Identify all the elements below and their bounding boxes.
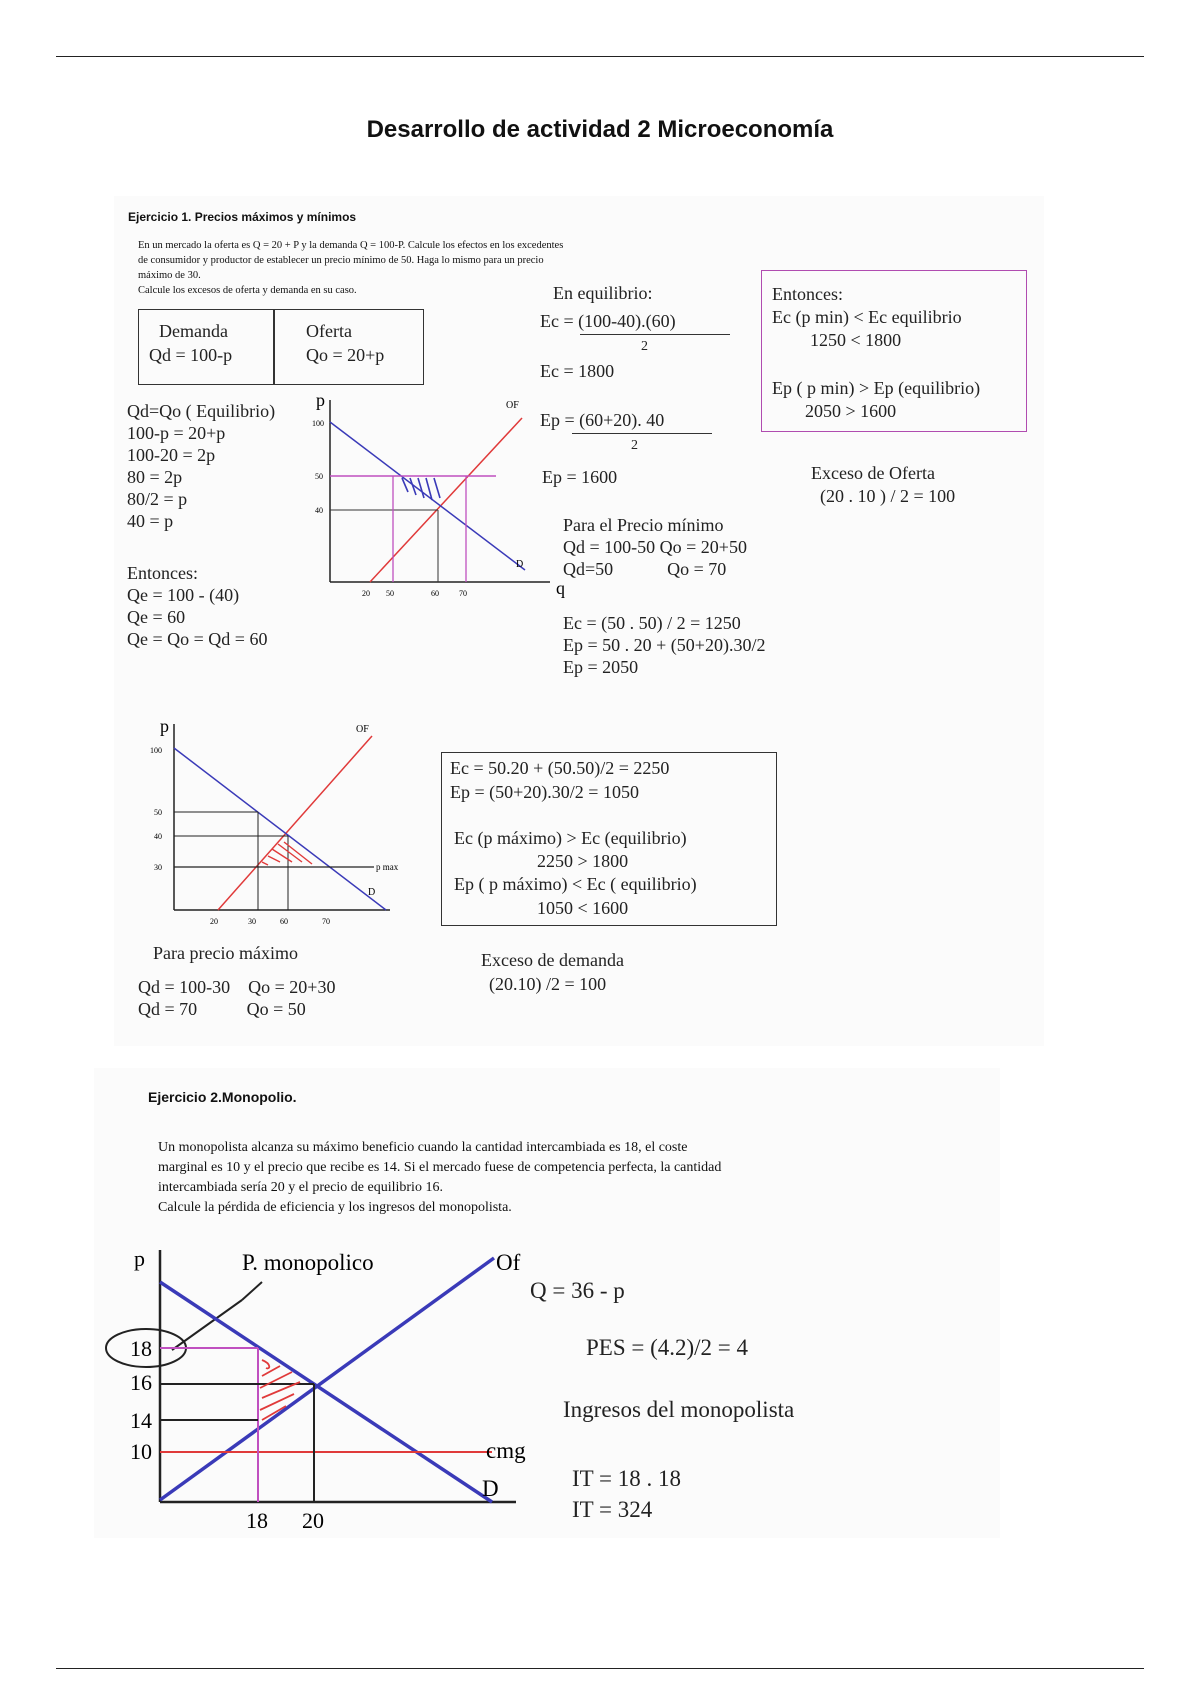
page-title: Desarrollo de actividad 2 Microeconomía: [366, 116, 834, 143]
revenue-heading: Ingresos del monopolista: [563, 1397, 795, 1422]
statement-line: Calcule la pérdida de eficiencia y los ingresos del monopolista.: [158, 1200, 512, 1215]
y-axis-label: p: [134, 1246, 145, 1271]
deadweight-hatch: [262, 842, 312, 865]
demand-label: D: [482, 1476, 499, 1501]
supply-line: [218, 736, 372, 910]
conclusion-line: 2050 > 1600: [805, 401, 897, 421]
x-tick: 70: [459, 589, 467, 598]
cmg-label: cmg: [486, 1438, 526, 1463]
step-line: Qe = Qo = Qd = 60: [127, 629, 268, 649]
supply-header: Oferta: [306, 321, 352, 341]
ep-equilibrium-value: Ep = 1600: [542, 467, 618, 487]
exercise-1-heading: Ejercicio 1. Precios máximos y mínimos: [128, 210, 357, 224]
max-price-calc: [138, 976, 335, 1020]
exercise-2-statement: [158, 1138, 721, 1218]
demand-line: [160, 1282, 492, 1502]
y-tick: 100: [312, 419, 324, 428]
graph-price-ceiling: [150, 712, 420, 932]
conclusion-line: Entonces:: [772, 284, 843, 304]
calc-line: Qd = 100-30 Qo = 20+30: [138, 977, 336, 997]
statement-line: marginal es 10 y el precio que recibe es 14. Si el mercado fuese de competencia perfecta, la cantidad: [158, 1160, 722, 1175]
demand-line: [330, 422, 525, 570]
y-axis-label: p: [160, 716, 169, 736]
y-axis-label: p: [316, 392, 325, 410]
excess-supply-value: (20 . 10 ) / 2 = 100: [820, 486, 956, 506]
conclusion-line: Ec (p min) < Ec equilibrio: [772, 307, 962, 327]
table-divider: [273, 310, 275, 384]
supply-label: OF: [506, 400, 519, 411]
min-price-calc: [563, 514, 747, 580]
max-price-box: [441, 752, 777, 926]
statement-line: En un mercado la oferta es Q = 20 + P y la demanda Q = 100-P. Calcule los efectos en los excedentes: [138, 240, 564, 251]
box-line: Ec (p máximo) > Ec (equilibrio): [454, 828, 687, 848]
y-tick: 40: [154, 832, 162, 841]
step-line: Entonces:: [127, 563, 198, 583]
excess-demand-value: (20.10) /2 = 100: [489, 974, 607, 994]
pmax-label: p max: [376, 862, 399, 872]
demand-label: D: [368, 887, 376, 898]
x-tick: 20: [210, 917, 218, 926]
top-rule: [56, 56, 1144, 57]
demand-function: Q = 36 - p: [530, 1278, 625, 1303]
calc-line: Qd = 100-50 Qo = 20+50: [563, 537, 747, 557]
ec-fraction-bar: [580, 334, 730, 335]
x-tick: 60: [431, 589, 439, 598]
y-tick: 50: [315, 472, 323, 481]
bottom-rule: [56, 1668, 1144, 1669]
calc-line: Qd = 70 Qo = 50: [138, 999, 306, 1019]
step-line: 80 = 2p: [127, 467, 183, 487]
equations-table: [138, 309, 424, 385]
callout-line: [172, 1300, 242, 1350]
statement-line: Calcule los excesos de oferta y demanda en su caso.: [138, 285, 357, 296]
y-tick: 30: [154, 863, 162, 872]
x-axis-label: q: [556, 578, 565, 598]
supply-label: Of: [496, 1250, 521, 1275]
y-tick: 100: [150, 746, 162, 755]
statement-line: máximo de 30.: [138, 270, 201, 281]
demand-line: [174, 748, 386, 910]
excess-demand-heading: Exceso de demanda: [481, 950, 624, 970]
ep-numerator: Ep = (60+20). 40: [540, 410, 665, 430]
box-line: 1050 < 1600: [537, 898, 629, 918]
ep-denominator: 2: [631, 438, 638, 453]
graph-monopoly: [100, 1238, 540, 1538]
y-tick: 18: [130, 1336, 152, 1361]
demand-label: D: [516, 559, 524, 570]
ep-fraction-bar: [572, 433, 712, 434]
y-tick: 50: [154, 808, 162, 817]
calc-line: Ec = (50 . 50) / 2 = 1250: [563, 613, 741, 633]
calc-line: Para el Precio mínimo: [563, 515, 724, 535]
step-line: Qe = 60: [127, 607, 186, 627]
calc-line: Qd=50 Qo = 70: [563, 559, 727, 579]
supply-label: OF: [356, 724, 369, 735]
box-line: Ep ( p máximo) < Ec ( equilibrio): [454, 874, 697, 894]
x-tick: 30: [248, 917, 256, 926]
callout-line: [242, 1282, 262, 1300]
step-line: 100-p = 20+p: [127, 423, 226, 443]
x-tick: 50: [386, 589, 394, 598]
equilibrium-steps: [127, 400, 275, 532]
step-line: Qd=Qo ( Equilibrio): [127, 401, 276, 421]
excess-supply-heading: Exceso de Oferta: [811, 463, 935, 483]
calc-line: Ep = 50 . 20 + (50+20).30/2: [563, 635, 766, 655]
monopoly-label: P. monopolico: [242, 1250, 374, 1275]
conclusion-line: 1250 < 1800: [810, 330, 902, 350]
demand-equation: Qd = 100-p: [149, 345, 233, 365]
x-tick: 20: [302, 1508, 324, 1533]
revenue-total: IT = 324: [572, 1497, 653, 1522]
y-tick: 10: [130, 1439, 152, 1464]
step-line: 100-20 = 2p: [127, 445, 216, 465]
ec-numerator: Ec = (100-40).(60): [540, 311, 676, 331]
ec-denominator: 2: [641, 339, 648, 354]
statement-line: de consumidor y productor de establecer un precio mínimo de 50. Haga lo mismo para un precio: [138, 255, 544, 266]
exercise-2-heading: Ejercicio 2.Monopolio.: [148, 1089, 297, 1105]
calc-line: Ep = 2050: [563, 657, 639, 677]
graph-price-floor: [310, 392, 570, 602]
equilibrium-heading: En equilibrio:: [553, 283, 653, 303]
y-tick: 40: [315, 506, 323, 515]
step-line: Qe = 100 - (40): [127, 585, 240, 605]
box-line: 2250 > 1800: [537, 851, 629, 871]
deadweight-loss: PES = (4.2)/2 = 4: [586, 1335, 749, 1360]
x-tick: 60: [280, 917, 288, 926]
revenue-calc: IT = 18 . 18: [572, 1466, 682, 1491]
statement-line: Un monopolista alcanza su máximo beneficio cuando la cantidad intercambiada es 18, el coste: [158, 1140, 688, 1155]
x-tick: 20: [362, 589, 370, 598]
box-line: Ep = (50+20).30/2 = 1050: [450, 782, 639, 802]
y-tick: 14: [130, 1408, 152, 1433]
x-tick: 70: [322, 917, 330, 926]
y-tick: 16: [130, 1370, 152, 1395]
exercise-1-statement: [138, 238, 563, 298]
step-line: 80/2 = p: [127, 489, 188, 509]
conclusion-box: [761, 270, 1027, 432]
box-line: Ec = 50.20 + (50.50)/2 = 2250: [450, 758, 670, 778]
min-price-surplus: [563, 612, 765, 678]
ec-equilibrium-value: Ec = 1800: [540, 361, 615, 381]
supply-line: [160, 1258, 494, 1500]
equilibrium-quantity-steps: [127, 562, 267, 650]
demand-header: Demanda: [159, 321, 228, 341]
step-line: 40 = p: [127, 511, 174, 531]
max-price-heading: Para precio máximo: [153, 943, 298, 963]
supply-equation: Qo = 20+p: [306, 345, 385, 365]
statement-line: intercambiada sería 20 y el precio de equilibrio 16.: [158, 1180, 443, 1195]
x-tick: 18: [246, 1508, 268, 1533]
conclusion-line: Ep ( p min) > Ep (equilibrio): [772, 378, 981, 398]
